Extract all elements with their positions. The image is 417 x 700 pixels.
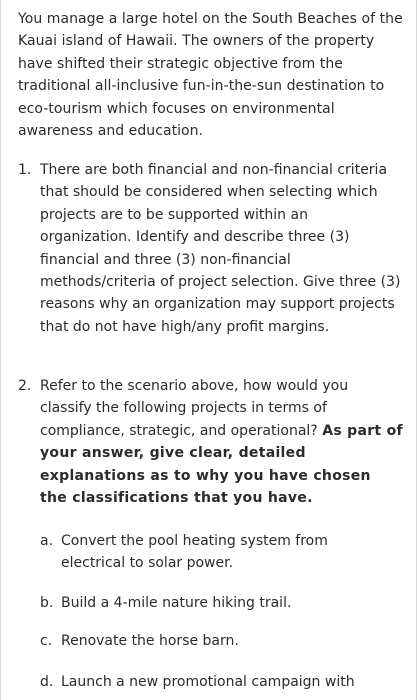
question-2-text: Refer to the scenario above, how would you classify the following projects in terms of compliance, strategic, and operational? [40, 378, 349, 439]
question-2-number: 2. [18, 378, 32, 394]
question-2 [18, 375, 403, 509]
sub-item-a [40, 530, 395, 575]
question-2-body [40, 375, 403, 509]
sub-item-a-text: Convert the pool heating system from electrical to solar power. [61, 533, 328, 572]
question-2-emphasis: As part of your answer, give clear, detailed explanations as to why you have chosen the classifications that you have. [40, 422, 403, 507]
left-border [0, 0, 1, 700]
question-1 [18, 159, 403, 338]
sub-item-c [40, 630, 395, 652]
sub-item-d-letter: d. [40, 674, 54, 690]
sub-item-a-letter: a. [40, 533, 54, 549]
sub-item-d [40, 671, 395, 693]
scenario-paragraph: You manage a large hotel on the South Beaches of the Kauai island of Hawaii. The owners of the property have shifted their strategic objective from the traditional all-inclusive fun-in-the-sun destination to eco-tourism which focuses on environmental awareness and education. [18, 11, 403, 140]
question-1-text: There are both financial and non-financial criteria that should be considered when selecting which projects are to be supported within an organization. Identify and describe three (3) financial and three (3) non-financial methods/criteria of project selection. Give three (3) reasons why an organization may support projects that do not have high/any profit margins. [40, 162, 401, 335]
sub-item-b-letter: b. [40, 595, 54, 611]
sub-item-b-text: Build a 4-mile nature hiking trail. [61, 595, 292, 611]
sub-item-c-letter: c. [40, 633, 53, 649]
sub-item-c-text: Renovate the horse barn. [61, 633, 239, 649]
sub-item-d-text: Launch a new promotional campaign with [61, 674, 355, 690]
question-1-number: 1. [18, 162, 32, 178]
sub-item-b [40, 592, 395, 614]
